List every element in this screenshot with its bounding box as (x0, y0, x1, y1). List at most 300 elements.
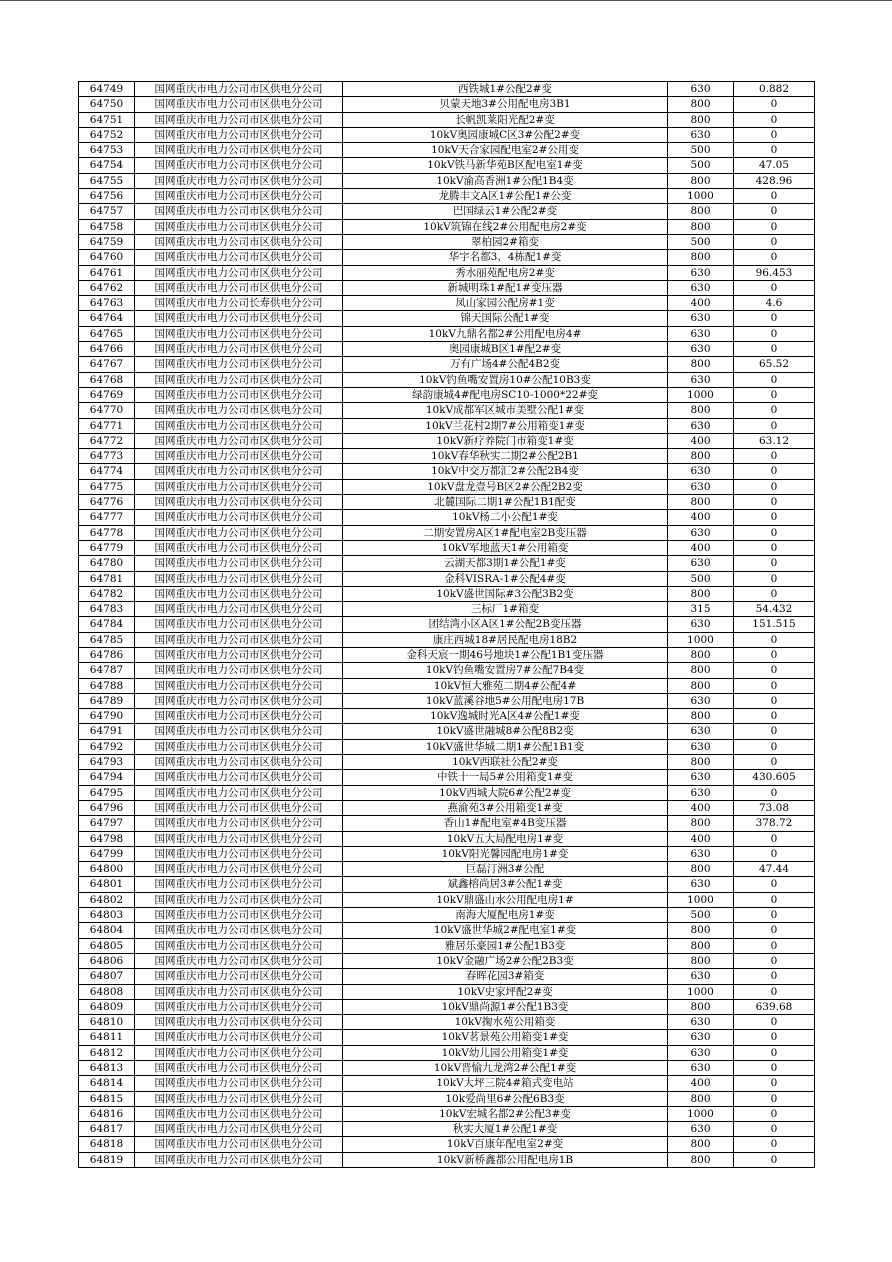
row-id-cell: 64816 (79, 1106, 135, 1121)
capacity-cell: 800 (668, 112, 734, 127)
table-row (79, 1152, 815, 1167)
company-cell: 国网重庆市电力公司市区供电分公司 (135, 464, 343, 479)
row-id-cell: 64795 (79, 785, 135, 800)
row-id-cell: 64819 (79, 1152, 135, 1167)
row-id-cell: 64806 (79, 953, 135, 968)
table-row (79, 999, 815, 1014)
transformer-name-cell: 中铁十一局5#公用箱变1#变 (343, 770, 668, 785)
spreadsheet-page (78, 81, 814, 1168)
transformer-name-cell: 10kV盛世华城二期1#公配1B1变 (343, 739, 668, 754)
row-id-cell: 64769 (79, 387, 135, 402)
company-cell: 国网重庆市电力公司市区供电分公司 (135, 112, 343, 127)
value-cell: 63.12 (734, 433, 815, 448)
row-id-cell: 64749 (79, 82, 135, 97)
transformer-name-cell: 10kV九鼎名都2#公用配电房4# (343, 326, 668, 341)
company-cell: 国网重庆市电力公司市区供电分公司 (135, 510, 343, 525)
transformer-name-cell: 10kV大坪三院4#箱式变电站 (343, 1076, 668, 1091)
company-cell: 国网重庆市电力公司市区供电分公司 (135, 433, 343, 448)
transformer-name-cell: 10kV鼎尚源1#公配1B3变 (343, 999, 668, 1014)
company-cell: 国网重庆市电力公司市区供电分公司 (135, 724, 343, 739)
company-cell: 国网重庆市电力公司市区供电分公司 (135, 663, 343, 678)
table-row (79, 280, 815, 295)
transformer-name-cell: 10kV逸城时光A区4#公配1#变 (343, 709, 668, 724)
row-id-cell: 64811 (79, 1030, 135, 1045)
company-cell: 国网重庆市电力公司市区供电分公司 (135, 143, 343, 158)
transformer-name-cell: 10kV钓鱼嘴安置房10#公配10B3变 (343, 372, 668, 387)
company-cell: 国网重庆市电力公司市区供电分公司 (135, 1030, 343, 1045)
row-id-cell: 64761 (79, 265, 135, 280)
capacity-cell: 500 (668, 571, 734, 586)
capacity-cell: 800 (668, 709, 734, 724)
transformer-table (78, 81, 815, 1168)
table-row (79, 234, 815, 249)
value-cell: 0 (734, 464, 815, 479)
row-id-cell: 64776 (79, 495, 135, 510)
transformer-name-cell: 10kV金融广场2#公配2B3变 (343, 953, 668, 968)
capacity-cell: 800 (668, 403, 734, 418)
capacity-cell: 630 (668, 739, 734, 754)
capacity-cell: 630 (668, 693, 734, 708)
company-cell: 国网重庆市电力公司市区供电分公司 (135, 1076, 343, 1091)
row-id-cell: 64817 (79, 1122, 135, 1137)
value-cell: 0 (734, 678, 815, 693)
company-cell: 国网重庆市电力公司市区供电分公司 (135, 449, 343, 464)
transformer-name-cell: 10kV成都军区城市美墅公配1#变 (343, 403, 668, 418)
row-id-cell: 64764 (79, 311, 135, 326)
table-row (79, 357, 815, 372)
transformer-name-cell: 三标厂1#箱变 (343, 602, 668, 617)
capacity-cell: 630 (668, 556, 734, 571)
value-cell: 47.44 (734, 862, 815, 877)
transformer-name-cell: 10kV天合家园配电室2#公用变 (343, 143, 668, 158)
company-cell: 国网重庆市电力公司市区供电分公司 (135, 999, 343, 1014)
capacity-cell: 800 (668, 999, 734, 1014)
capacity-cell: 630 (668, 372, 734, 387)
capacity-cell: 1000 (668, 984, 734, 999)
transformer-name-cell: 10kV军地蓝天1#公用箱变 (343, 540, 668, 555)
value-cell: 0 (734, 418, 815, 433)
company-cell: 国网重庆市电力公司市区供电分公司 (135, 586, 343, 601)
value-cell: 0 (734, 571, 815, 586)
table-row (79, 693, 815, 708)
table-row (79, 571, 815, 586)
row-id-cell: 64758 (79, 219, 135, 234)
row-id-cell: 64788 (79, 678, 135, 693)
capacity-cell: 800 (668, 495, 734, 510)
row-id-cell: 64808 (79, 984, 135, 999)
capacity-cell: 630 (668, 1015, 734, 1030)
table-row (79, 586, 815, 601)
capacity-cell: 800 (668, 357, 734, 372)
table-row (79, 204, 815, 219)
value-cell: 151.515 (734, 617, 815, 632)
value-cell: 0 (734, 969, 815, 984)
transformer-name-cell: 10kV新疗养院门市箱变1#变 (343, 433, 668, 448)
table-row (79, 127, 815, 142)
value-cell: 0 (734, 984, 815, 999)
table-row (79, 189, 815, 204)
transformer-name-cell: 10kV兰花村2期7#公用箱变1#变 (343, 418, 668, 433)
transformer-name-cell: 奥园康城B区1#配2#变 (343, 342, 668, 357)
row-id-cell: 64757 (79, 204, 135, 219)
value-cell: 0 (734, 342, 815, 357)
transformer-name-cell: 秀水丽苑配电房2#变 (343, 265, 668, 280)
table-row (79, 265, 815, 280)
company-cell: 国网重庆市电力公司市区供电分公司 (135, 1106, 343, 1121)
table-row (79, 158, 815, 173)
value-cell: 0.882 (734, 82, 815, 97)
table-row (79, 862, 815, 877)
company-cell: 国网重庆市电力公司市区供电分公司 (135, 602, 343, 617)
company-cell: 国网重庆市电力公司市区供电分公司 (135, 357, 343, 372)
transformer-name-cell: 10kV盘龙壹号B区2#公配2B2变 (343, 479, 668, 494)
company-cell: 国网重庆市电力公司市区供电分公司 (135, 479, 343, 494)
row-id-cell: 64772 (79, 433, 135, 448)
capacity-cell: 800 (668, 1091, 734, 1106)
table-row (79, 387, 815, 402)
company-cell: 国网重庆市电力公司市区供电分公司 (135, 158, 343, 173)
value-cell: 0 (734, 877, 815, 892)
company-cell: 国网重庆市电力公司市区供电分公司 (135, 1137, 343, 1152)
company-cell: 国网重庆市电力公司市区供电分公司 (135, 953, 343, 968)
value-cell: 0 (734, 250, 815, 265)
row-id-cell: 64793 (79, 755, 135, 770)
row-id-cell: 64784 (79, 617, 135, 632)
company-cell: 国网重庆市电力公司市区供电分公司 (135, 525, 343, 540)
row-id-cell: 64791 (79, 724, 135, 739)
company-cell: 国网重庆市电力公司市区供电分公司 (135, 556, 343, 571)
value-cell: 0 (734, 495, 815, 510)
company-cell: 国网重庆市电力公司市区供电分公司 (135, 739, 343, 754)
transformer-name-cell: 10kV西城大院6#公配2#变 (343, 785, 668, 800)
page-top-rule (0, 0, 892, 1)
company-cell: 国网重庆市电力公司市区供电分公司 (135, 709, 343, 724)
capacity-cell: 1000 (668, 892, 734, 907)
company-cell: 国网重庆市电力公司市区供电分公司 (135, 127, 343, 142)
table-body (79, 82, 815, 1168)
table-row (79, 724, 815, 739)
transformer-name-cell: 10kV钓鱼嘴安置房7#公配7B4变 (343, 663, 668, 678)
table-row (79, 495, 815, 510)
table-row (79, 311, 815, 326)
capacity-cell: 800 (668, 97, 734, 112)
table-row (79, 602, 815, 617)
table-row (79, 953, 815, 968)
capacity-cell: 800 (668, 204, 734, 219)
transformer-name-cell: 龙腾丰文A区1#公配1#公变 (343, 189, 668, 204)
row-id-cell: 64800 (79, 862, 135, 877)
table-row (79, 418, 815, 433)
value-cell: 0 (734, 953, 815, 968)
row-id-cell: 64801 (79, 877, 135, 892)
company-cell: 国网重庆市电力公司市区供电分公司 (135, 647, 343, 662)
transformer-name-cell: 西铁城1#公配2#变 (343, 82, 668, 97)
capacity-cell: 1000 (668, 387, 734, 402)
row-id-cell: 64818 (79, 1137, 135, 1152)
row-id-cell: 64805 (79, 938, 135, 953)
row-id-cell: 64778 (79, 525, 135, 540)
company-cell: 国网重庆市电力公司市区供电分公司 (135, 755, 343, 770)
transformer-name-cell: 巴国绿云1#公配2#变 (343, 204, 668, 219)
row-id-cell: 64753 (79, 143, 135, 158)
table-row (79, 831, 815, 846)
row-id-cell: 64807 (79, 969, 135, 984)
company-cell: 国网重庆市电力公司市区供电分公司 (135, 908, 343, 923)
table-row (79, 632, 815, 647)
table-row (79, 816, 815, 831)
value-cell: 0 (734, 938, 815, 953)
transformer-name-cell: 燕渝苑3#公用箱变1#变 (343, 800, 668, 815)
transformer-name-cell: 凤山家园公配房#1变 (343, 296, 668, 311)
value-cell: 0 (734, 785, 815, 800)
company-cell: 国网重庆市电力公司市区供电分公司 (135, 1122, 343, 1137)
transformer-name-cell: 10kV史家坪配2#变 (343, 984, 668, 999)
value-cell: 0 (734, 755, 815, 770)
company-cell: 国网重庆市电力公司长寿供电分公司 (135, 296, 343, 311)
transformer-name-cell: 翠柏园2#箱变 (343, 234, 668, 249)
table-row (79, 755, 815, 770)
capacity-cell: 630 (668, 724, 734, 739)
table-row (79, 250, 815, 265)
transformer-name-cell: 团结湾小区A区1#公配2B变压器 (343, 617, 668, 632)
capacity-cell: 800 (668, 586, 734, 601)
value-cell: 0 (734, 586, 815, 601)
transformer-name-cell: 10kV盛世国际#3公配3B2变 (343, 586, 668, 601)
value-cell: 0 (734, 693, 815, 708)
capacity-cell: 500 (668, 908, 734, 923)
table-row (79, 525, 815, 540)
value-cell: 0 (734, 831, 815, 846)
company-cell: 国网重庆市电力公司市区供电分公司 (135, 785, 343, 800)
table-row (79, 877, 815, 892)
table-row (79, 97, 815, 112)
table-row (79, 785, 815, 800)
row-id-cell: 64794 (79, 770, 135, 785)
transformer-name-cell: 10k爱尚里6#公配6B3变 (343, 1091, 668, 1106)
transformer-name-cell: 10kV盛世融城8#公配8B2变 (343, 724, 668, 739)
table-row (79, 296, 815, 311)
row-id-cell: 64792 (79, 739, 135, 754)
table-row (79, 112, 815, 127)
row-id-cell: 64813 (79, 1061, 135, 1076)
capacity-cell: 630 (668, 525, 734, 540)
capacity-cell: 800 (668, 923, 734, 938)
company-cell: 国网重庆市电力公司市区供电分公司 (135, 1015, 343, 1030)
capacity-cell: 800 (668, 862, 734, 877)
table-row (79, 663, 815, 678)
value-cell: 0 (734, 1015, 815, 1030)
capacity-cell: 1000 (668, 1106, 734, 1121)
value-cell: 0 (734, 647, 815, 662)
table-row (79, 342, 815, 357)
company-cell: 国网重庆市电力公司市区供电分公司 (135, 1045, 343, 1060)
table-row (79, 372, 815, 387)
company-cell: 国网重庆市电力公司市区供电分公司 (135, 1152, 343, 1167)
transformer-name-cell: 南海大厦配电房1#变 (343, 908, 668, 923)
row-id-cell: 64809 (79, 999, 135, 1014)
capacity-cell: 400 (668, 540, 734, 555)
transformer-name-cell: 10kV筑锦在线2#公用配电房2#变 (343, 219, 668, 234)
value-cell: 0 (734, 1061, 815, 1076)
transformer-name-cell: 10kV掬水苑公用箱变 (343, 1015, 668, 1030)
company-cell: 国网重庆市电力公司市区供电分公司 (135, 387, 343, 402)
value-cell: 0 (734, 97, 815, 112)
capacity-cell: 630 (668, 617, 734, 632)
value-cell: 0 (734, 1137, 815, 1152)
transformer-name-cell: 北麓国际二期1#公配1B1配变 (343, 495, 668, 510)
table-row (79, 540, 815, 555)
company-cell: 国网重庆市电力公司市区供电分公司 (135, 571, 343, 586)
value-cell: 0 (734, 1030, 815, 1045)
row-id-cell: 64759 (79, 234, 135, 249)
capacity-cell: 800 (668, 219, 734, 234)
table-row (79, 800, 815, 815)
value-cell: 639.68 (734, 999, 815, 1014)
company-cell: 国网重庆市电力公司市区供电分公司 (135, 82, 343, 97)
transformer-name-cell: 雅居乐豪园1#公配1B3变 (343, 938, 668, 953)
transformer-name-cell: 10kV春华秋实二期2#公配2B1 (343, 449, 668, 464)
capacity-cell: 400 (668, 433, 734, 448)
row-id-cell: 64783 (79, 602, 135, 617)
capacity-cell: 630 (668, 479, 734, 494)
capacity-cell: 400 (668, 1076, 734, 1091)
row-id-cell: 64786 (79, 647, 135, 662)
row-id-cell: 64803 (79, 908, 135, 923)
value-cell: 0 (734, 234, 815, 249)
company-cell: 国网重庆市电力公司市区供电分公司 (135, 678, 343, 693)
value-cell: 0 (734, 403, 815, 418)
company-cell: 国网重庆市电力公司市区供电分公司 (135, 311, 343, 326)
value-cell: 0 (734, 556, 815, 571)
capacity-cell: 500 (668, 234, 734, 249)
capacity-cell: 800 (668, 1137, 734, 1152)
company-cell: 国网重庆市电力公司市区供电分公司 (135, 219, 343, 234)
value-cell: 0 (734, 189, 815, 204)
company-cell: 国网重庆市电力公司市区供电分公司 (135, 265, 343, 280)
capacity-cell: 400 (668, 831, 734, 846)
company-cell: 国网重庆市电力公司市区供电分公司 (135, 800, 343, 815)
value-cell: 0 (734, 219, 815, 234)
value-cell: 0 (734, 204, 815, 219)
value-cell: 0 (734, 479, 815, 494)
value-cell: 65.52 (734, 357, 815, 372)
company-cell: 国网重庆市电力公司市区供电分公司 (135, 280, 343, 295)
transformer-name-cell: 斌鑫榕尚居3#公配1#变 (343, 877, 668, 892)
company-cell: 国网重庆市电力公司市区供电分公司 (135, 418, 343, 433)
capacity-cell: 630 (668, 877, 734, 892)
capacity-cell: 800 (668, 816, 734, 831)
company-cell: 国网重庆市电力公司市区供电分公司 (135, 326, 343, 341)
company-cell: 国网重庆市电力公司市区供电分公司 (135, 969, 343, 984)
company-cell: 国网重庆市电力公司市区供电分公司 (135, 892, 343, 907)
table-row (79, 739, 815, 754)
value-cell: 430.605 (734, 770, 815, 785)
value-cell: 54.432 (734, 602, 815, 617)
transformer-name-cell: 10kV恒大雅苑二期4#公配4# (343, 678, 668, 693)
capacity-cell: 630 (668, 785, 734, 800)
value-cell: 0 (734, 372, 815, 387)
row-id-cell: 64765 (79, 326, 135, 341)
table-row (79, 1091, 815, 1106)
row-id-cell: 64777 (79, 510, 135, 525)
capacity-cell: 630 (668, 846, 734, 861)
transformer-name-cell: 云湖天都3期1#公配1#变 (343, 556, 668, 571)
transformer-name-cell: 华宇名都3、4栋配1#变 (343, 250, 668, 265)
capacity-cell: 800 (668, 663, 734, 678)
row-id-cell: 64796 (79, 800, 135, 815)
value-cell: 0 (734, 127, 815, 142)
value-cell: 378.72 (734, 816, 815, 831)
capacity-cell: 630 (668, 1045, 734, 1060)
table-row (79, 449, 815, 464)
capacity-cell: 800 (668, 173, 734, 188)
transformer-name-cell: 新城明珠1#配1#变压器 (343, 280, 668, 295)
row-id-cell: 64782 (79, 586, 135, 601)
value-cell: 0 (734, 112, 815, 127)
company-cell: 国网重庆市电力公司市区供电分公司 (135, 250, 343, 265)
transformer-name-cell: 10kV中交万都汇2#公配2B4变 (343, 464, 668, 479)
row-id-cell: 64773 (79, 449, 135, 464)
value-cell: 4.6 (734, 296, 815, 311)
capacity-cell: 400 (668, 510, 734, 525)
capacity-cell: 630 (668, 265, 734, 280)
company-cell: 国网重庆市电力公司市区供电分公司 (135, 770, 343, 785)
transformer-name-cell: 巨磊汀洲3#公配 (343, 862, 668, 877)
table-row (79, 1061, 815, 1076)
capacity-cell: 630 (668, 1030, 734, 1045)
transformer-name-cell: 贝蒙天地3#公用配电房3B1 (343, 97, 668, 112)
capacity-cell: 630 (668, 342, 734, 357)
company-cell: 国网重庆市电力公司市区供电分公司 (135, 862, 343, 877)
row-id-cell: 64780 (79, 556, 135, 571)
transformer-name-cell: 10kV渝高香洲1#公配1B4变 (343, 173, 668, 188)
table-row (79, 1106, 815, 1121)
transformer-name-cell: 10kV鼎盛山水公用配电房1# (343, 892, 668, 907)
value-cell: 0 (734, 326, 815, 341)
row-id-cell: 64755 (79, 173, 135, 188)
company-cell: 国网重庆市电力公司市区供电分公司 (135, 1091, 343, 1106)
transformer-name-cell: 10kV西联社公配2#变 (343, 755, 668, 770)
capacity-cell: 800 (668, 647, 734, 662)
table-row (79, 1015, 815, 1030)
capacity-cell: 630 (668, 464, 734, 479)
row-id-cell: 64810 (79, 1015, 135, 1030)
value-cell: 0 (734, 663, 815, 678)
row-id-cell: 64768 (79, 372, 135, 387)
table-row (79, 219, 815, 234)
value-cell: 0 (734, 908, 815, 923)
table-row (79, 938, 815, 953)
transformer-name-cell: 春晖花园3#箱变 (343, 969, 668, 984)
row-id-cell: 64798 (79, 831, 135, 846)
value-cell: 0 (734, 724, 815, 739)
table-row (79, 326, 815, 341)
value-cell: 0 (734, 923, 815, 938)
company-cell: 国网重庆市电力公司市区供电分公司 (135, 846, 343, 861)
company-cell: 国网重庆市电力公司市区供电分公司 (135, 204, 343, 219)
table-row (79, 433, 815, 448)
transformer-name-cell: 康庄西城18#居民配电房18B2 (343, 632, 668, 647)
company-cell: 国网重庆市电力公司市区供电分公司 (135, 938, 343, 953)
row-id-cell: 64787 (79, 663, 135, 678)
table-row (79, 1045, 815, 1060)
value-cell: 0 (734, 1076, 815, 1091)
table-row (79, 969, 815, 984)
transformer-name-cell: 10kV奥园康城C区3#公配2#变 (343, 127, 668, 142)
company-cell: 国网重庆市电力公司市区供电分公司 (135, 1061, 343, 1076)
row-id-cell: 64751 (79, 112, 135, 127)
capacity-cell: 630 (668, 770, 734, 785)
